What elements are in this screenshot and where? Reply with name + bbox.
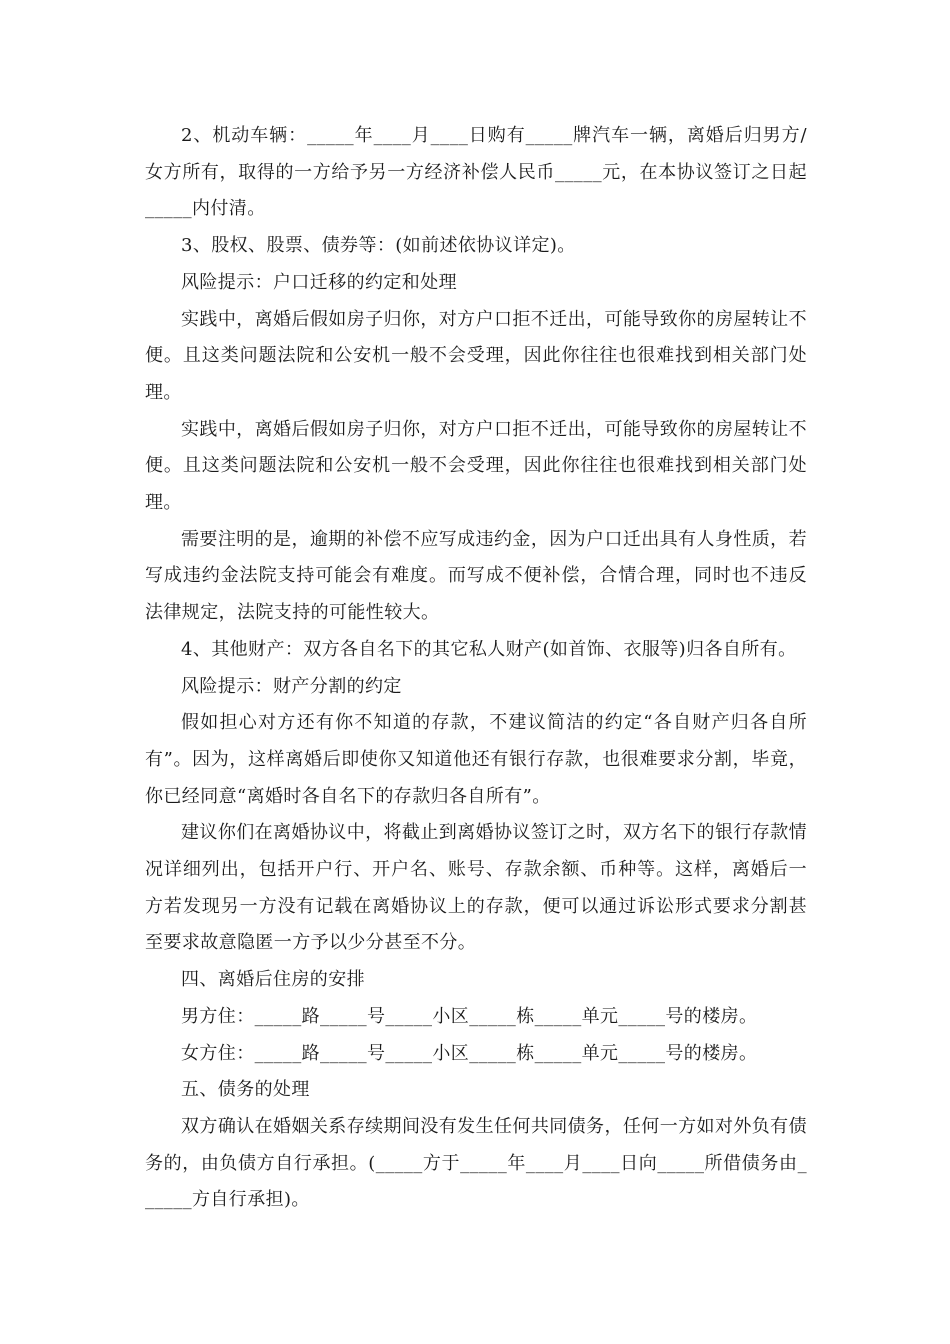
heading-risk-household: 风险提示：户口迁移的约定和处理 (181, 271, 457, 293)
paragraph-stocks: 3、股权、股票、债券等：(如前述依协议详定)。 (181, 235, 576, 257)
paragraph-other-property: 4、其他财产：双方各自名下的其它私人财产(如首饰、衣服等)归各自所有。 (181, 638, 797, 660)
heading-housing: 四、离婚后住房的安排 (181, 969, 365, 991)
paragraph-debts: 双方确认在婚姻关系存续期间没有发生任何共同债务，任何一方如对外负有债务的，由负债方自行承担。(_____方于_____年____月____日向_____所借债务由______方自行承担)。 (145, 1115, 807, 1211)
heading-debts: 五、债务的处理 (181, 1079, 310, 1101)
paragraph-practice-2: 实践中，离婚后假如房子归你，对方户口拒不迁出，可能导致你的房屋转让不便。且这类问题法院和公安机一般不会受理，因此你往往也很难找到相关部门处理。 (145, 418, 807, 514)
paragraph-female-residence: 女方住：_____路_____号_____小区_____栋_____单元_____号的楼房。 (181, 1042, 758, 1064)
paragraph-deposits-advice: 建议你们在离婚协议中，将截止到离婚协议签订之时，双方名下的银行存款情况详细列出，包括开户行、开户名、账号、存款余额、币种等。这样，离婚后一方若发现另一方没有记载在离婚协议上的存款，便可以通过诉讼形式要求分割甚至要求故意隐匿一方予以少分甚至不分。 (145, 822, 807, 954)
paragraph-practice-1: 实践中，离婚后假如房子归你，对方户口拒不迁出，可能导致你的房屋转让不便。且这类问题法院和公安机一般不会受理，因此你往往也很难找到相关部门处理。 (145, 308, 807, 403)
document-body (145, 118, 807, 1219)
paragraph-vehicle: 2、机动车辆：_____年____月____日购有_____牌汽车一辆，离婚后归男方/女方所有，取得的一方给予另一方经济补偿人民币_____元，在本协议签订之日起_____内付清。 (145, 125, 807, 220)
heading-risk-property: 风险提示：财产分割的约定 (181, 675, 402, 697)
paragraph-male-residence: 男方住：_____路_____号_____小区_____栋_____单元_____号的楼房。 (181, 1005, 758, 1027)
paragraph-deposits-concern: 假如担心对方还有你不知道的存款，不建议简洁的约定“各自财产归各自所有”。因为，这样离婚后即使你又知道他还有银行存款，也很难要求分割，毕竟，你已经同意“离婚时各自名下的存款归各自所有”。 (145, 712, 807, 807)
paragraph-note-compensation: 需要注明的是，逾期的补偿不应写成违约金，因为户口迁出具有人身性质，若写成违约金法院支持可能会有难度。而写成不便补偿，合情合理，同时也不违反法律规定，法院支持的可能性较大。 (145, 528, 807, 624)
